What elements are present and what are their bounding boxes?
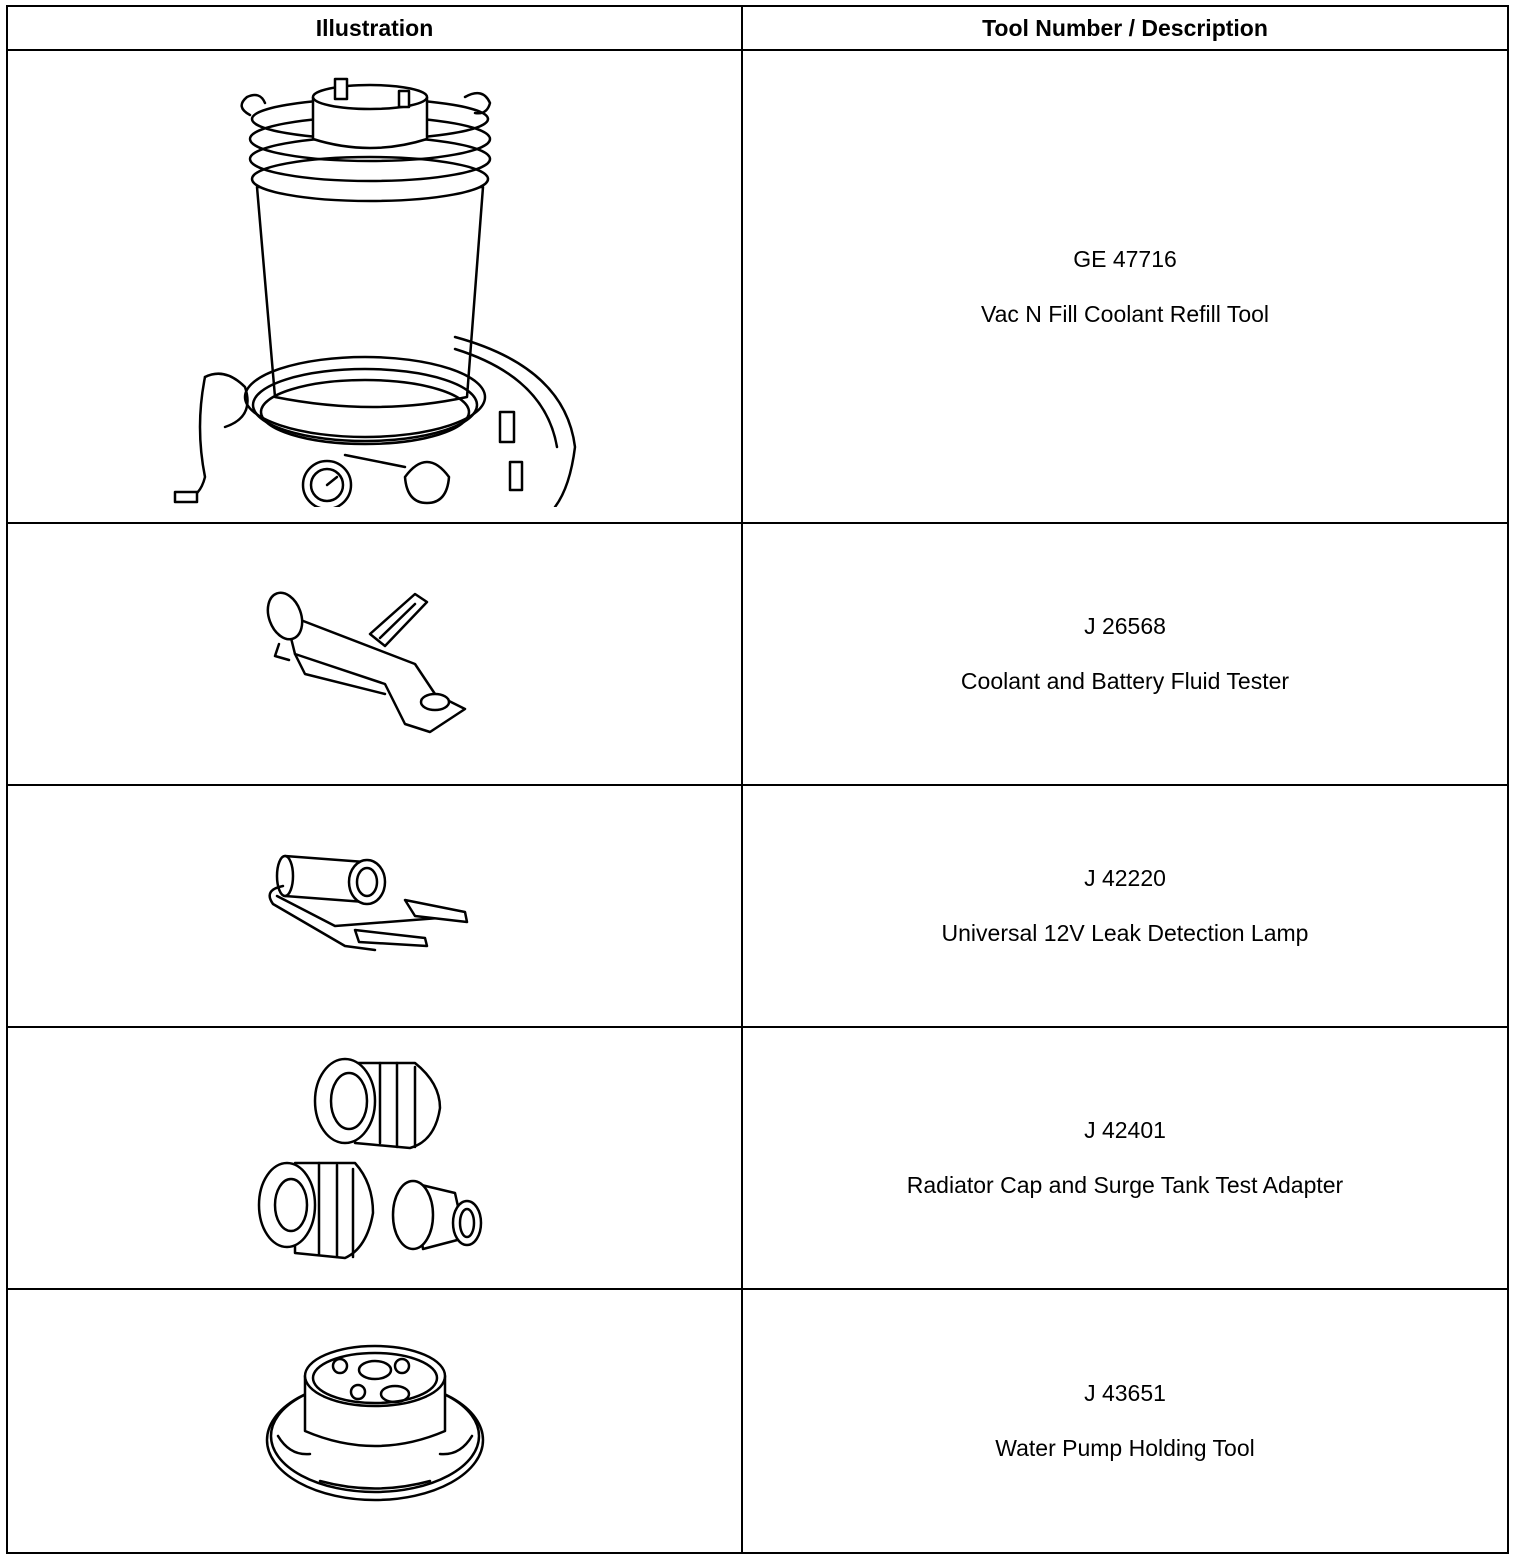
tool-description: Radiator Cap and Surge Tank Test Adapter	[906, 1172, 1344, 1198]
tool-description-cell	[742, 50, 1508, 523]
header-tool-description: Tool Number / Description	[742, 6, 1508, 50]
tool-number: J 42220	[1084, 865, 1166, 891]
tool-description-cell	[742, 1289, 1508, 1553]
tool-description: Coolant and Battery Fluid Tester	[960, 668, 1290, 694]
tool-description-cell	[742, 1027, 1508, 1289]
coolant-refill-tool-icon	[165, 67, 585, 507]
table-row	[7, 1289, 1508, 1553]
tool-description-cell	[742, 523, 1508, 785]
test-adapter-icon	[255, 1043, 495, 1273]
tool-description: Universal 12V Leak Detection Lamp	[941, 920, 1309, 946]
leak-detection-lamp-icon	[255, 846, 495, 966]
tool-number: J 42401	[1084, 1117, 1166, 1143]
tool-description: Water Pump Holding Tool	[995, 1435, 1255, 1461]
tool-number: J 43651	[1084, 1380, 1166, 1406]
special-tools-table	[6, 5, 1509, 1554]
table-row	[7, 523, 1508, 785]
table-row	[7, 1027, 1508, 1289]
fluid-tester-icon	[255, 574, 495, 734]
table-row	[7, 50, 1508, 523]
illustration-cell	[7, 1289, 742, 1553]
table-header-row	[7, 6, 1508, 50]
table-row	[7, 785, 1508, 1027]
tool-description-cell	[742, 785, 1508, 1027]
water-pump-holder-icon	[260, 1336, 490, 1506]
tool-description: Vac N Fill Coolant Refill Tool	[980, 300, 1270, 327]
tool-number: GE 47716	[1073, 245, 1177, 272]
tool-number: J 26568	[1084, 613, 1166, 639]
illustration-cell	[7, 785, 742, 1027]
illustration-cell	[7, 1027, 742, 1289]
illustration-cell	[7, 50, 742, 523]
illustration-cell	[7, 523, 742, 785]
header-illustration: Illustration	[7, 6, 742, 50]
